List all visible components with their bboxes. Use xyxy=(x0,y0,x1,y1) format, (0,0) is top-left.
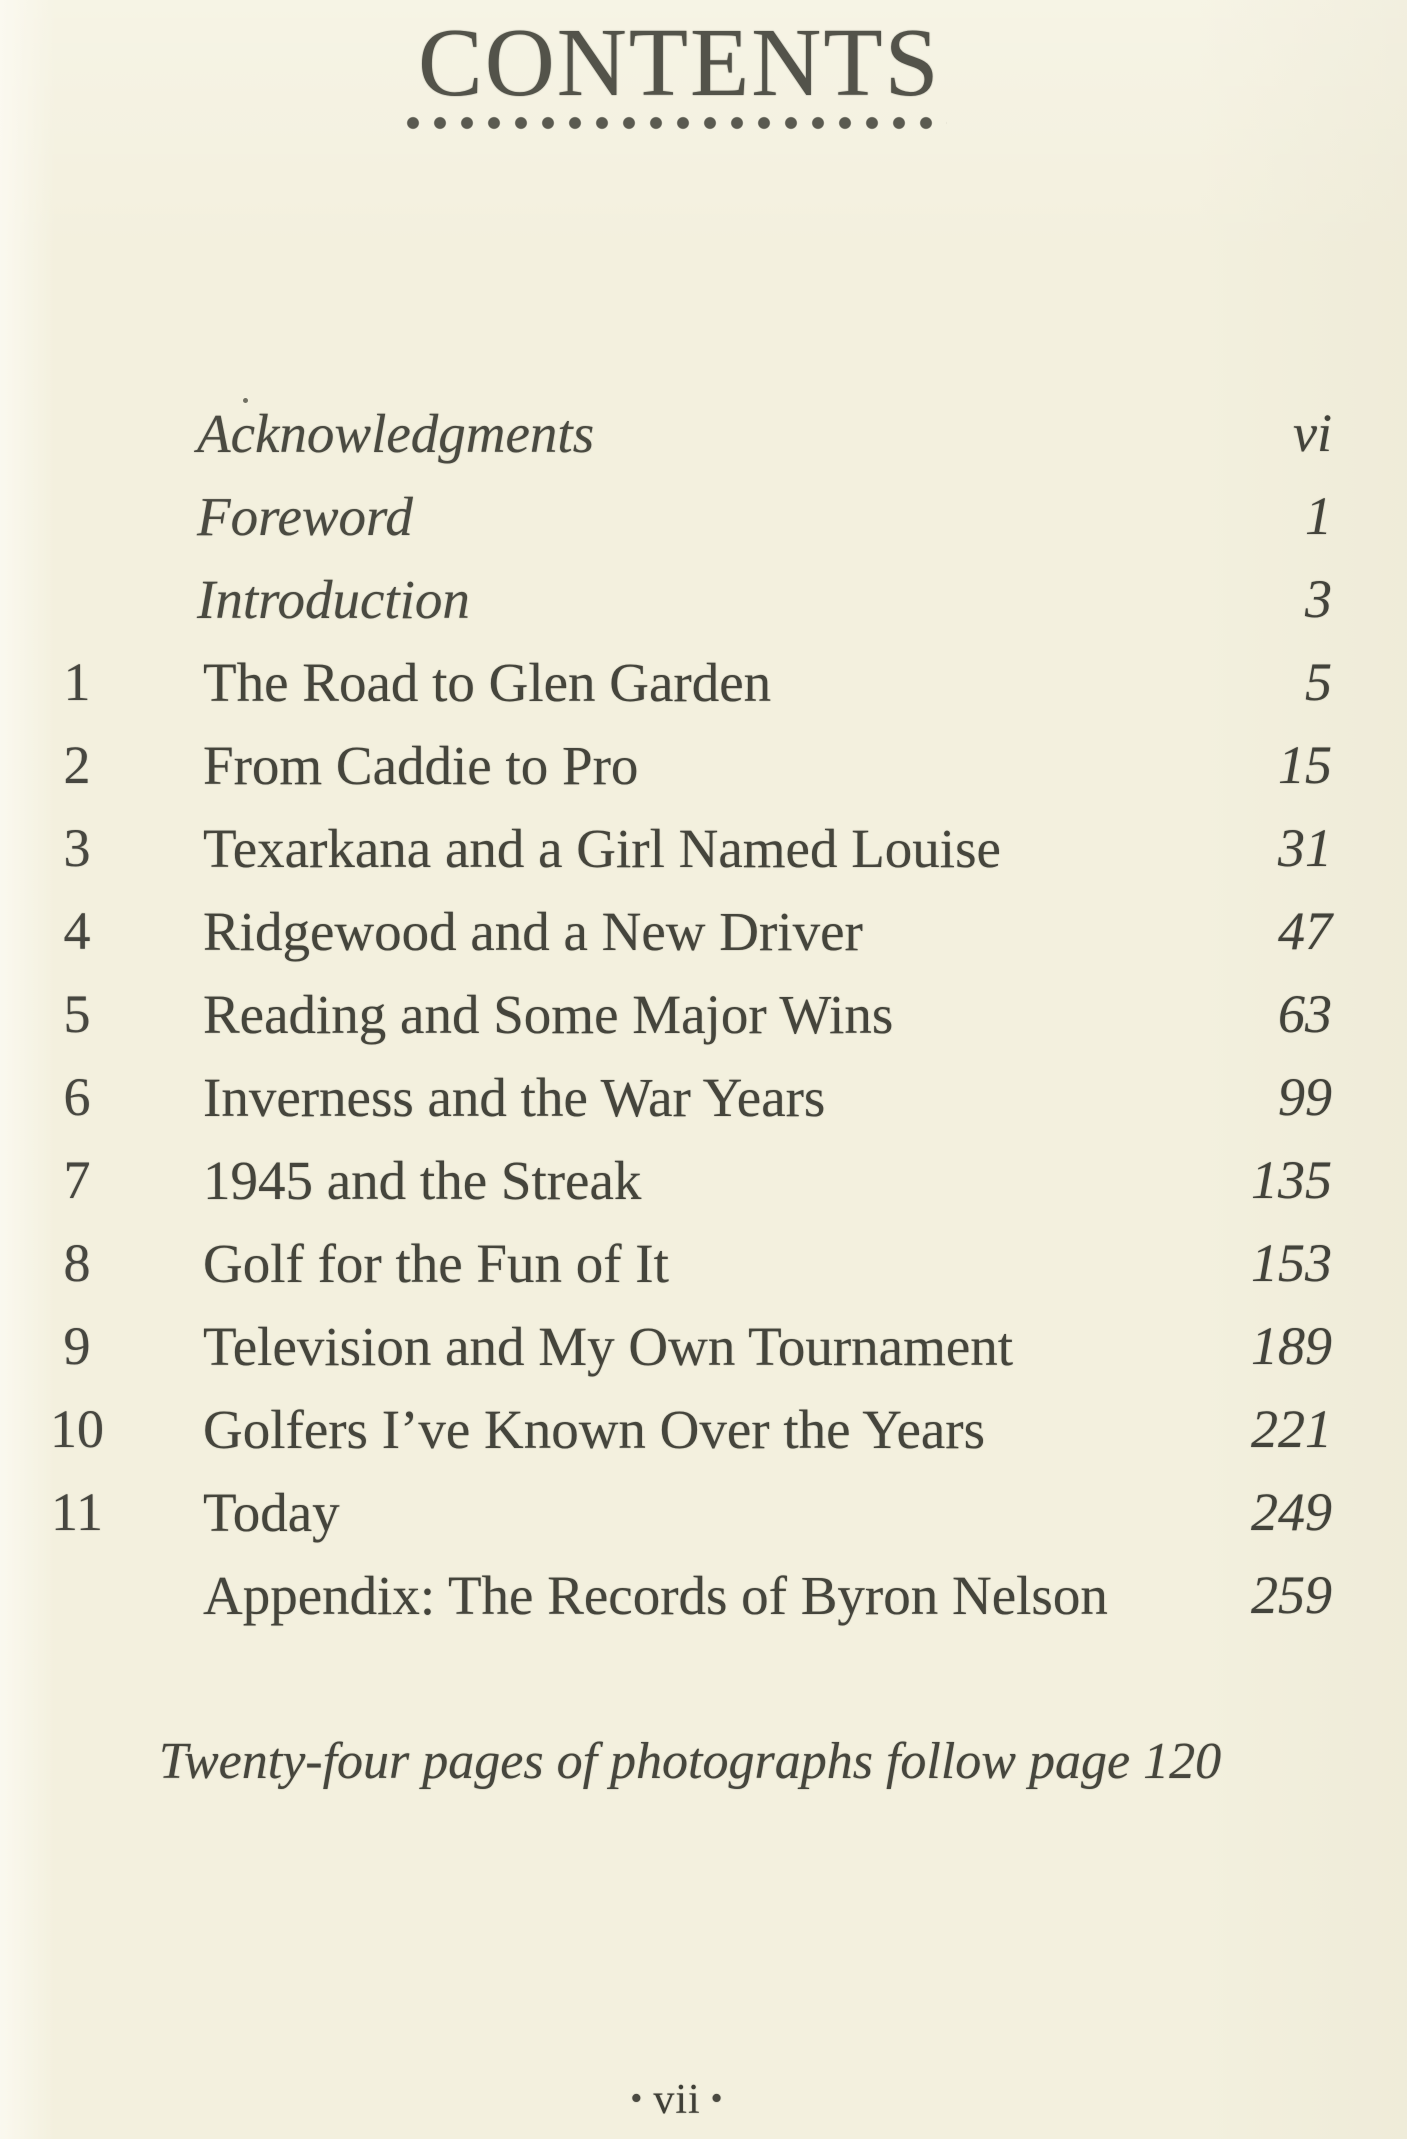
toc-row xyxy=(0,734,1407,806)
toc-row xyxy=(0,1398,1407,1470)
toc-row xyxy=(0,1315,1407,1387)
toc-entry-title: Golfers I’ve Known Over the Years xyxy=(203,1399,986,1460)
toc-entry-title: Today xyxy=(203,1482,340,1543)
toc-row xyxy=(0,1564,1407,1636)
toc-entry-page: 153 xyxy=(1251,1233,1332,1293)
toc-chapter-number: 7 xyxy=(63,1150,91,1210)
toc-entry-title: Acknowledgments xyxy=(197,403,595,464)
folio-bullet-right: • xyxy=(710,2080,724,2117)
toc-entry-page: 221 xyxy=(1251,1399,1332,1459)
toc-chapter-number: 6 xyxy=(63,1067,91,1127)
toc-row xyxy=(0,1232,1407,1304)
toc-entry-page: 189 xyxy=(1251,1316,1332,1376)
toc-entry-title: Reading and Some Major Wins xyxy=(203,984,894,1045)
toc-chapter-number: 8 xyxy=(63,1233,91,1293)
toc-row xyxy=(0,568,1407,640)
toc-entry-title: Television and My Own Tournament xyxy=(203,1316,1014,1377)
toc-chapter-number: 9 xyxy=(63,1316,91,1376)
title-underline-dots xyxy=(406,116,947,130)
toc-chapter-number: 2 xyxy=(63,735,91,795)
toc-entry-title: Inverness and the War Years xyxy=(203,1067,826,1128)
toc-row xyxy=(0,900,1407,972)
toc-entry-page: 5 xyxy=(1305,652,1332,712)
page-title: CONTENTS xyxy=(418,9,941,116)
toc-entry-title: Introduction xyxy=(197,569,470,630)
toc-row xyxy=(0,485,1407,557)
toc-row xyxy=(0,1149,1407,1221)
toc-entry-title: Appendix: The Records of Byron Nelson xyxy=(203,1565,1108,1626)
toc-entry-title: Ridgewood and a New Driver xyxy=(203,901,863,962)
toc-chapter-number: 1 xyxy=(63,652,91,712)
toc-chapter-number: 11 xyxy=(51,1482,103,1542)
toc-entry-page: 135 xyxy=(1251,1150,1332,1210)
toc-row xyxy=(0,1481,1407,1553)
toc-entry-page: 15 xyxy=(1278,735,1332,795)
toc-entry-title: The Road to Glen Garden xyxy=(203,652,772,713)
toc-entry-title: 1945 and the Streak xyxy=(203,1150,642,1211)
toc-entry-title: Foreword xyxy=(197,486,413,547)
toc-chapter-number: 4 xyxy=(63,901,91,961)
photographs-note: Twenty-four pages of photographs follow page 120 xyxy=(158,1733,1222,1790)
folio xyxy=(620,2076,733,2124)
toc-entry-title: Golf for the Fun of It xyxy=(203,1233,669,1294)
toc-entry-page: 99 xyxy=(1278,1067,1332,1127)
toc-chapter-number: 3 xyxy=(63,818,91,878)
toc-chapter-number: 5 xyxy=(63,984,91,1044)
toc-entry-page: 1 xyxy=(1305,486,1332,546)
toc-entry-page: 249 xyxy=(1251,1482,1332,1542)
toc-row xyxy=(0,651,1407,723)
toc-entry-page: 259 xyxy=(1251,1565,1332,1625)
toc-entry-title: From Caddie to Pro xyxy=(203,735,639,796)
toc-entry-title: Texarkana and a Girl Named Louise xyxy=(203,818,1001,879)
toc-entry-page: 63 xyxy=(1278,984,1332,1044)
toc-row xyxy=(0,817,1407,889)
toc-row xyxy=(0,402,1407,474)
toc-row xyxy=(0,983,1407,1055)
toc-entry-page: 31 xyxy=(1278,818,1332,878)
folio-page-number: vii xyxy=(653,2077,701,2123)
toc-row xyxy=(0,1066,1407,1138)
folio-bullet-left: • xyxy=(630,2080,644,2117)
toc-entry-page: vi xyxy=(1293,403,1332,463)
toc-entry-page: 47 xyxy=(1278,901,1332,961)
toc-chapter-number: 10 xyxy=(50,1399,104,1459)
toc-entry-page: 3 xyxy=(1305,569,1332,629)
